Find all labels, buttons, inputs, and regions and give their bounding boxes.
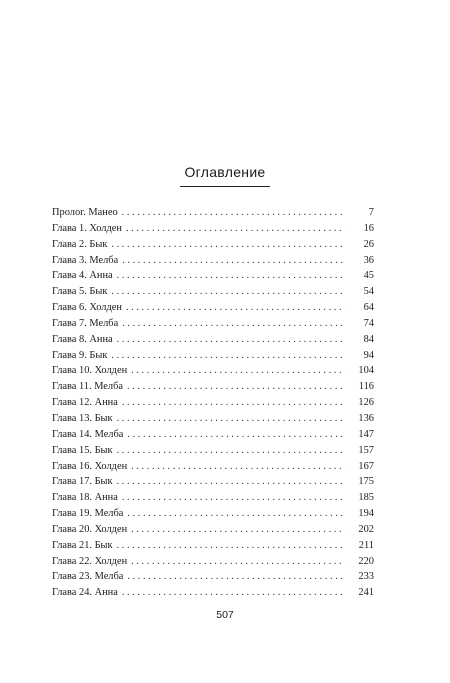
toc-entry-page: 16 bbox=[363, 222, 374, 234]
toc-entry-page: 36 bbox=[363, 254, 374, 266]
toc-entry-label: Глава 20. Холден bbox=[52, 523, 128, 535]
toc-entry-page: 194 bbox=[358, 508, 374, 520]
toc-entry bbox=[52, 300, 374, 316]
toc-entry bbox=[52, 538, 374, 554]
toc-entry bbox=[52, 490, 374, 506]
toc-entry-label: Глава 6. Холден bbox=[52, 302, 122, 314]
toc-entry bbox=[52, 237, 374, 253]
toc-entry-label: Глава 18. Анна bbox=[52, 492, 118, 504]
toc-entry bbox=[52, 316, 374, 332]
toc-entry-page: 64 bbox=[363, 302, 374, 314]
toc-entry-label: Глава 9. Бык bbox=[52, 349, 108, 361]
toc-dot-leader bbox=[111, 237, 345, 253]
toc-entry-page: 74 bbox=[363, 317, 374, 329]
toc-entry bbox=[52, 459, 374, 475]
toc-entry-page: 175 bbox=[358, 476, 374, 488]
toc-dot-leader bbox=[131, 459, 345, 475]
toc-dot-leader bbox=[117, 474, 345, 490]
toc-entry-page: 84 bbox=[363, 333, 374, 345]
toc-entry-page: 233 bbox=[358, 571, 374, 583]
toc-entry-label: Глава 24. Анна bbox=[52, 587, 118, 599]
toc-entry-page: 94 bbox=[363, 349, 374, 361]
toc-dot-leader bbox=[122, 490, 345, 506]
title-underline bbox=[180, 186, 270, 187]
toc-entry bbox=[52, 506, 374, 522]
toc-entry-label: Глава 19. Мелба bbox=[52, 508, 124, 520]
toc-entry-label: Глава 22. Холден bbox=[52, 555, 128, 567]
toc-entry-label: Глава 21. Бык bbox=[52, 539, 113, 551]
toc-dot-leader bbox=[122, 253, 345, 269]
toc-entry bbox=[52, 268, 374, 284]
toc-entry-label: Глава 2. Бык bbox=[52, 238, 108, 250]
toc-entry-label: Глава 12. Анна bbox=[52, 397, 118, 409]
toc-entry bbox=[52, 569, 374, 585]
toc-dot-leader bbox=[117, 443, 345, 459]
toc-entry-page: 241 bbox=[358, 587, 374, 599]
toc-entry-label: Глава 23. Мелба bbox=[52, 571, 124, 583]
toc-entry bbox=[52, 395, 374, 411]
toc-entry-page: 167 bbox=[358, 460, 374, 472]
toc-dot-leader bbox=[122, 316, 345, 332]
toc-entry-page: 220 bbox=[358, 555, 374, 567]
toc-entry-label: Глава 1. Холден bbox=[52, 222, 122, 234]
toc-entry bbox=[52, 443, 374, 459]
toc-entry-label: Глава 5. Бык bbox=[52, 286, 108, 298]
toc-dot-leader bbox=[117, 538, 345, 554]
toc-entry bbox=[52, 411, 374, 427]
toc-entry bbox=[52, 522, 374, 538]
toc-entry-label: Глава 10. Холден bbox=[52, 365, 128, 377]
toc-dot-leader bbox=[131, 522, 345, 538]
toc-entry-page: 157 bbox=[358, 444, 374, 456]
toc-entry-page: 7 bbox=[368, 207, 374, 218]
toc-entry bbox=[52, 379, 374, 395]
toc-entry-page: 54 bbox=[363, 286, 374, 298]
toc-entry-label: Глава 7. Мелба bbox=[52, 317, 119, 329]
toc-dot-leader bbox=[111, 348, 345, 364]
toc-entry bbox=[52, 253, 374, 269]
toc-entry-page: 211 bbox=[358, 539, 374, 551]
toc-entry-label: Глава 15. Бык bbox=[52, 444, 113, 456]
toc-entry bbox=[52, 348, 374, 364]
toc-entry-page: 147 bbox=[358, 428, 374, 440]
toc-dot-leader bbox=[126, 300, 345, 316]
toc-entry-page: 136 bbox=[358, 412, 374, 424]
toc-entry-page: 126 bbox=[358, 397, 374, 409]
toc-dot-leader bbox=[127, 379, 345, 395]
toc-entry-page: 26 bbox=[363, 238, 374, 250]
toc-dot-leader bbox=[117, 332, 345, 348]
toc-entry-page: 116 bbox=[358, 381, 374, 393]
toc-entry-page: 45 bbox=[363, 270, 374, 282]
toc-dot-leader bbox=[131, 363, 345, 379]
toc-title: Оглавление bbox=[184, 164, 266, 180]
toc-entry-label: Глава 8. Анна bbox=[52, 333, 113, 345]
page-number: 507 bbox=[216, 609, 234, 621]
toc-entry-label: Пролог. Манео bbox=[52, 207, 118, 218]
toc-entry-label: Глава 11. Мелба bbox=[52, 381, 123, 393]
toc-entry-page: 185 bbox=[358, 492, 374, 504]
toc-entry bbox=[52, 427, 374, 443]
toc-list bbox=[52, 205, 374, 601]
toc-entry-label: Глава 3. Мелба bbox=[52, 254, 119, 266]
toc-entry bbox=[52, 474, 374, 490]
toc-dot-leader bbox=[117, 411, 345, 427]
toc-entry-label: Глава 4. Анна bbox=[52, 270, 113, 282]
toc-entry bbox=[52, 221, 374, 237]
toc-entry-page: 202 bbox=[358, 523, 374, 535]
toc-entry-page: 104 bbox=[358, 365, 374, 377]
toc-dot-leader bbox=[126, 221, 345, 237]
toc-dot-leader bbox=[131, 554, 345, 570]
toc-entry bbox=[52, 363, 374, 379]
toc-dot-leader bbox=[127, 569, 345, 585]
toc-entry-label: Глава 13. Бык bbox=[52, 412, 113, 424]
toc-dot-leader bbox=[117, 268, 345, 284]
toc-dot-leader bbox=[127, 506, 345, 522]
toc-entry bbox=[52, 554, 374, 570]
toc-dot-leader bbox=[127, 427, 345, 443]
toc-dot-leader bbox=[122, 585, 345, 601]
toc-entry-label: Глава 17. Бык bbox=[52, 476, 113, 488]
toc-dot-leader bbox=[111, 284, 345, 300]
toc-entry bbox=[52, 205, 374, 221]
toc-entry bbox=[52, 332, 374, 348]
toc-entry bbox=[52, 284, 374, 300]
toc-dot-leader bbox=[122, 205, 345, 221]
toc-entry bbox=[52, 585, 374, 601]
toc-dot-leader bbox=[122, 395, 345, 411]
toc-entry-label: Глава 16. Холден bbox=[52, 460, 128, 472]
toc-entry-label: Глава 14. Мелба bbox=[52, 428, 124, 440]
